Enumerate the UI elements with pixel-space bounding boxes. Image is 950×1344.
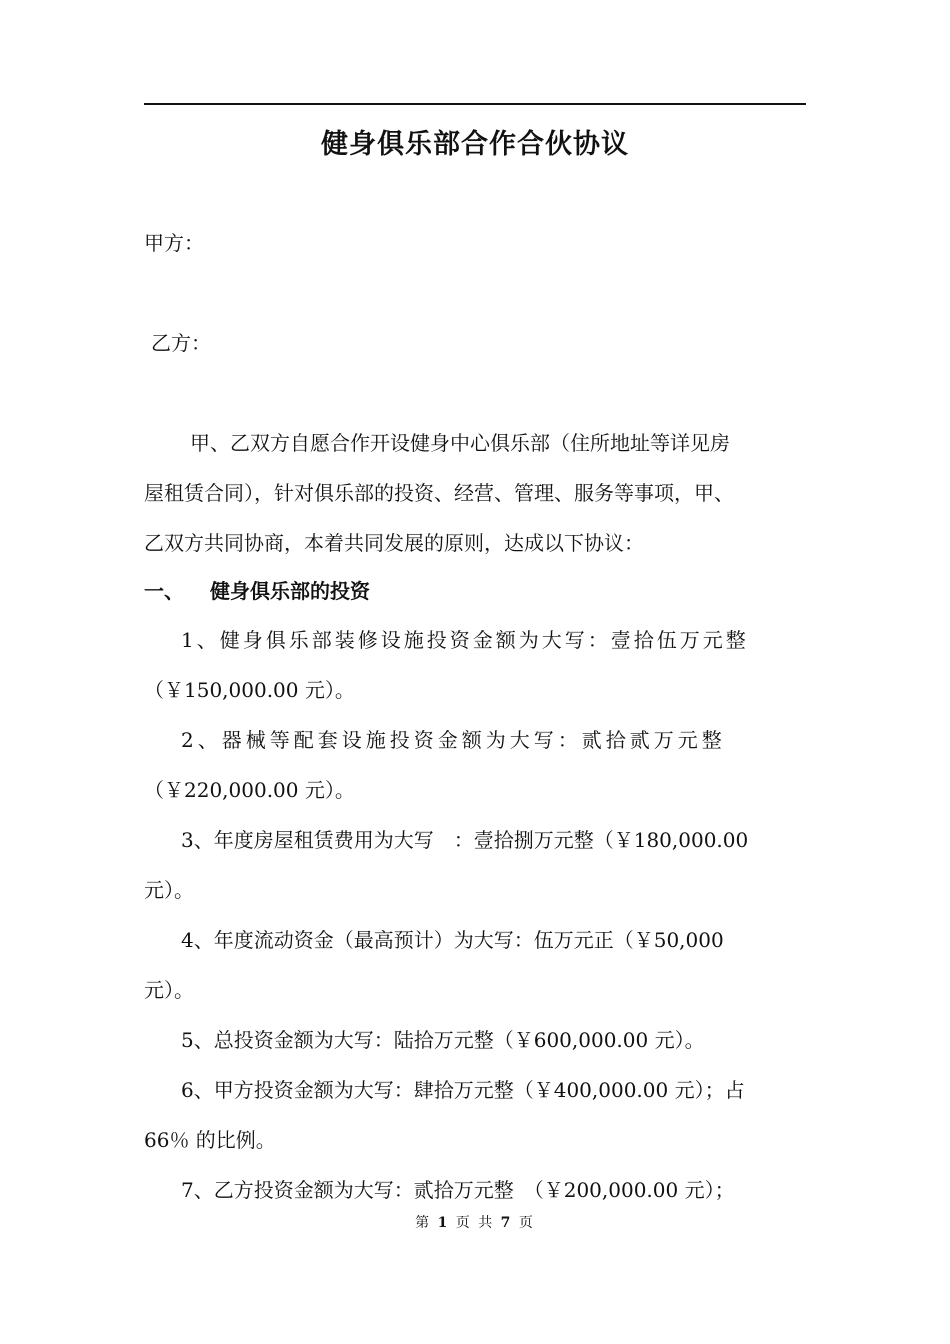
item-2-line-1: 2、器械等配套设施投资金额为大写：贰拾贰万元整 — [181, 728, 726, 752]
item-1-line-1: 1、健身俱乐部装修设施投资金额为大写：壹拾伍万元整 — [181, 628, 749, 652]
item-7-line-1: 7、乙方投资金额为大写：贰拾万元整 （￥200,000.00 元）； — [181, 1178, 735, 1202]
party-b-label: 乙方： — [151, 331, 211, 355]
footer-total-pages: 7 — [500, 1215, 513, 1231]
section-title: 健身俱乐部的投资 — [210, 579, 370, 603]
item-5-line-1: 5、总投资金额为大写：陆拾万元整（￥600,000.00 元）。 — [181, 1028, 705, 1052]
item-4-line-2: 元）。 — [144, 978, 194, 1002]
item-4-line-1: 4、年度流动资金（最高预计）为大写：伍万元正（￥50,000 — [181, 928, 724, 952]
intro-line-3: 乙双方共同协商，本着共同发展的原则，达成以下协议： — [144, 531, 644, 555]
section-number: 一、 — [144, 579, 184, 603]
item-3-line-1: 3、年度房屋租赁费用为大写 ：壹拾捌万元整（￥180,000.00 — [181, 828, 749, 852]
footer-page-number: 1 — [437, 1215, 450, 1231]
party-a-label: 甲方： — [144, 231, 204, 255]
footer-suffix: 页 — [518, 1215, 535, 1231]
document-title: 健身俱乐部合作合伙协议 — [321, 129, 629, 160]
item-2-line-2: （￥220,000.00 元）。 — [144, 778, 355, 802]
footer-middle: 页 共 — [455, 1215, 495, 1231]
item-1-line-2: （￥150,000.00 元）。 — [144, 678, 355, 702]
page-footer — [0, 1212, 950, 1232]
item-6-line-1: 6、甲方投资金额为大写：肆拾万元整（￥400,000.00 元）；占 — [181, 1078, 745, 1102]
intro-line-1: 甲、乙双方自愿合作开设健身中心俱乐部（住所地址等详见房 — [190, 431, 730, 455]
item-6-line-2: 66％ 的比例。 — [144, 1128, 276, 1152]
header-rule — [144, 103, 806, 105]
intro-line-2: 屋租赁合同），针对俱乐部的投资、经营、管理、服务等事项，甲、 — [144, 481, 734, 505]
footer-prefix: 第 — [415, 1215, 432, 1231]
item-3-line-2: 元）。 — [144, 878, 194, 902]
section-heading — [144, 578, 370, 604]
